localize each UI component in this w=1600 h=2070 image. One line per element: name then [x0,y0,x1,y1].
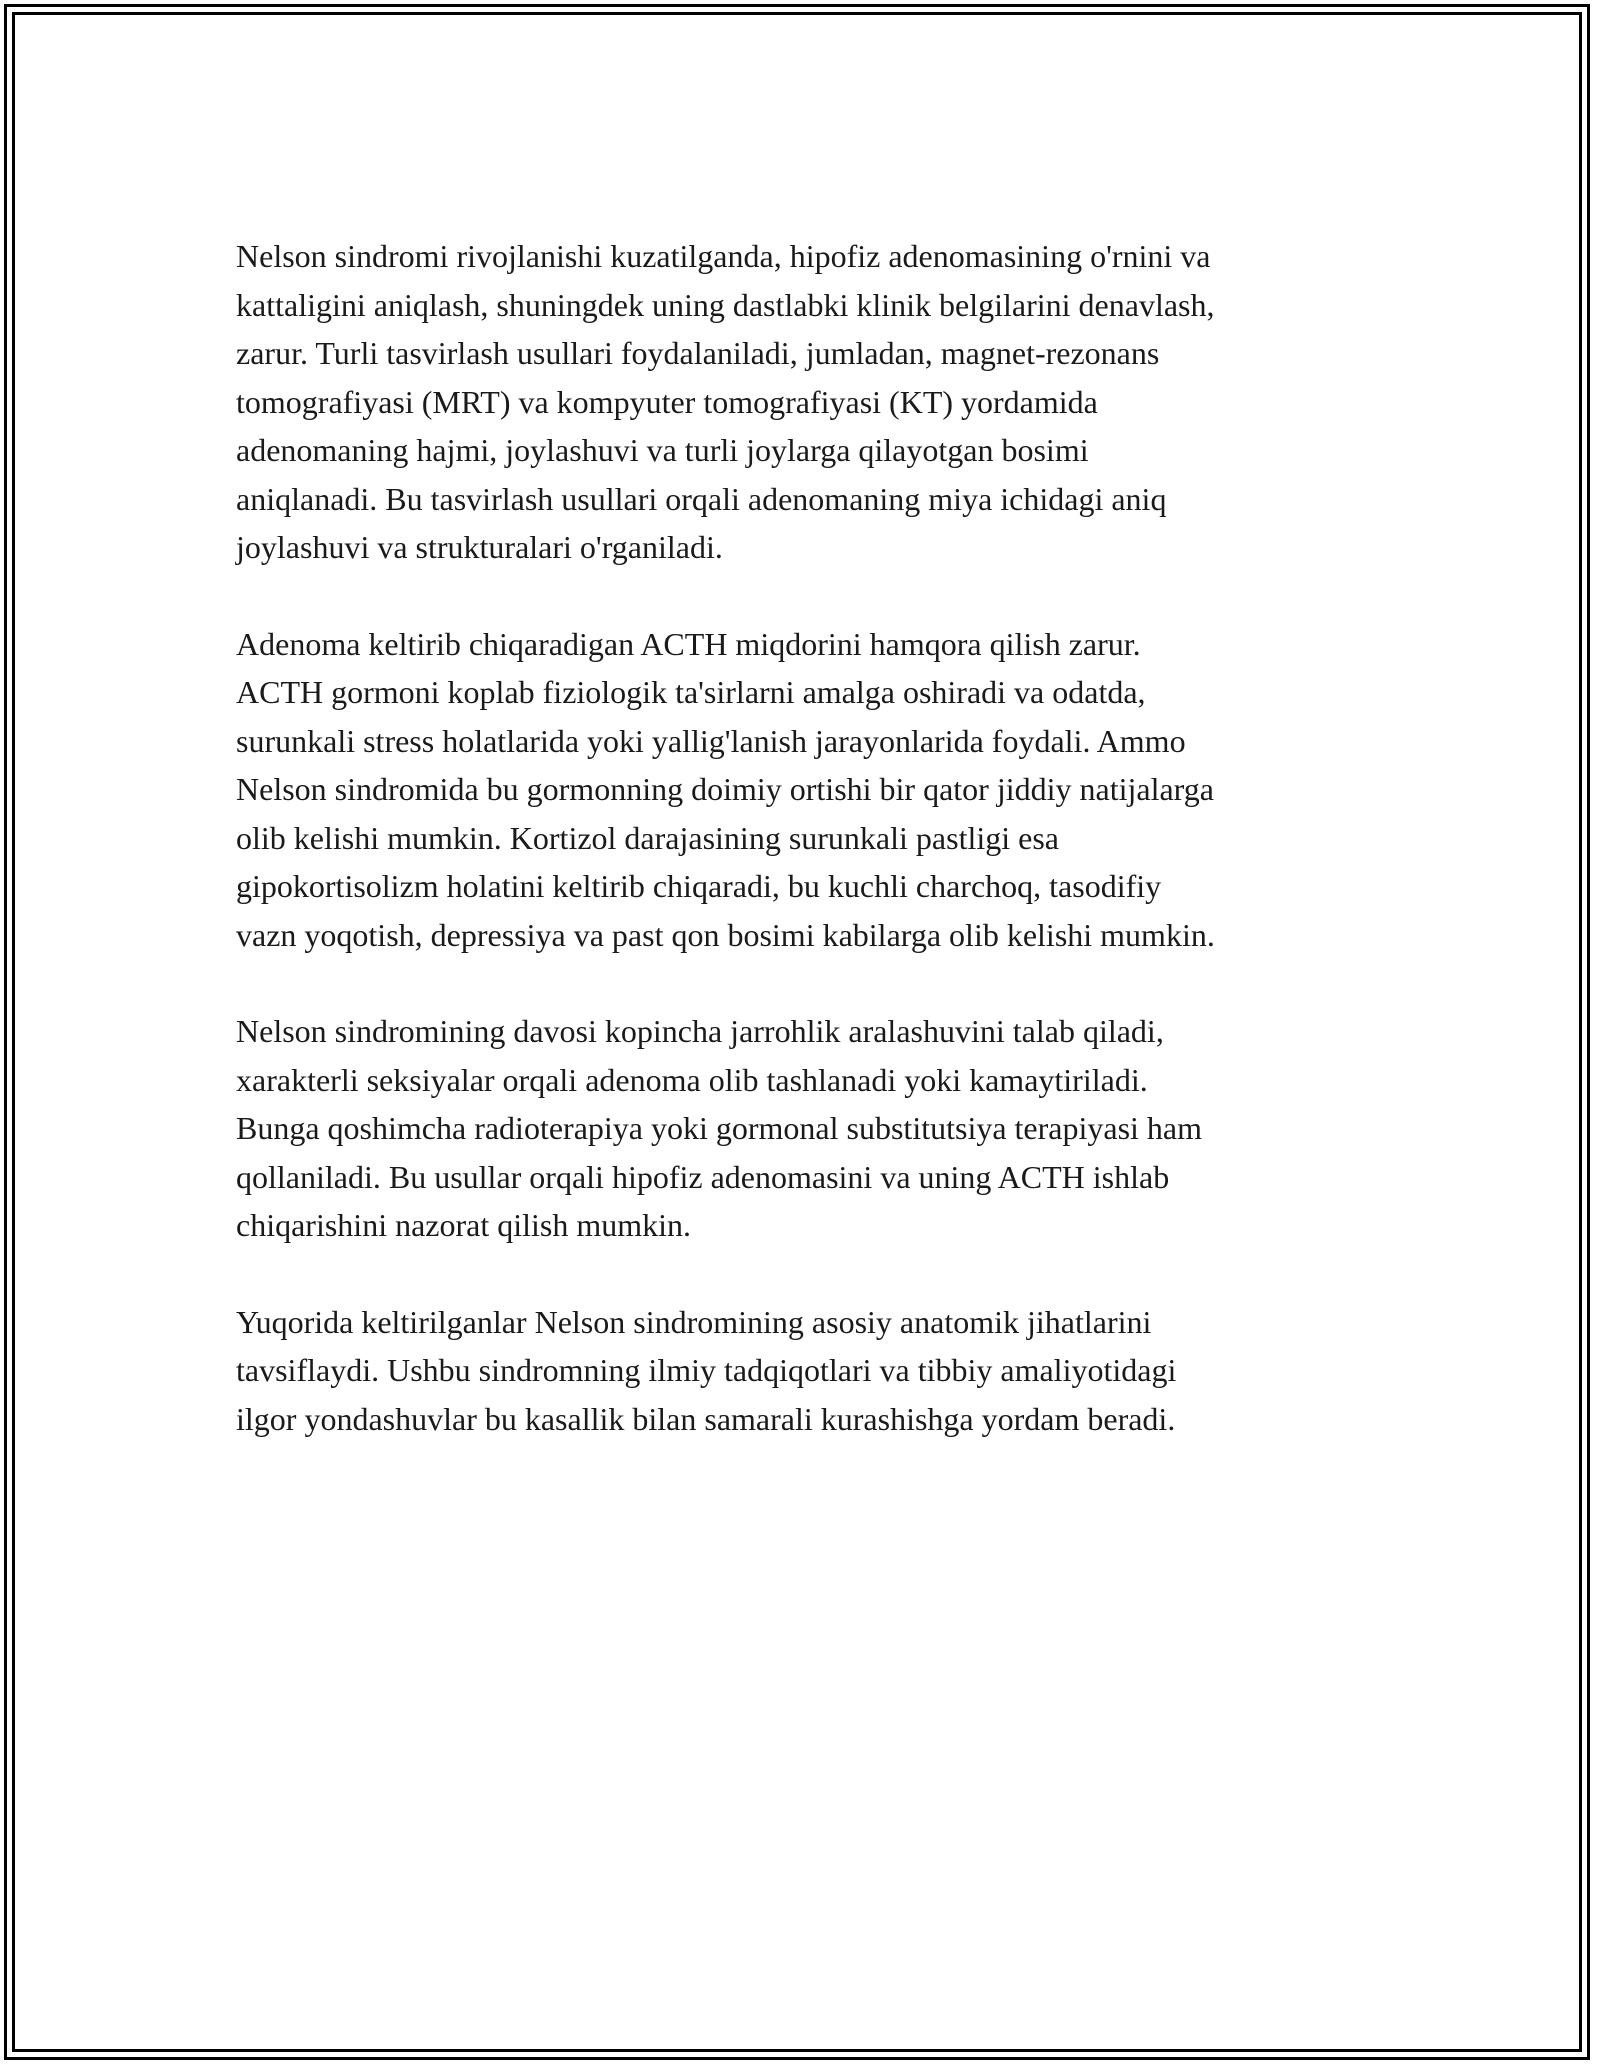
text-line: Yuqorida keltirilganlar Nelson sindromining asosiy anatomik jihatlarini [236,1303,1152,1340]
text-line: zarur. Turli tasvirlash usullari foydalaniladi, jumladan, magnet-rezonans [236,335,1160,371]
text-line: tomografiyasi (MRT) va kompyuter tomografiyasi (KT) yordamida [236,383,1098,420]
text-line: Adenoma keltirib chiqaradigan ACTH miqdorini hamqora qilish zarur. [236,625,1141,662]
paragraph-imaging [236,232,1376,572]
text-line: Nelson sindromining davosi kopincha jarrohlik aralashuvini talab qiladi, [236,1013,1164,1049]
text-line: joylashuvi va strukturalari o'rganiladi. [236,529,723,565]
text-line: vazn yoqotish, depressiya va past qon bosimi kabilarga olib kelishi mumkin. [236,916,1215,953]
text-line: Nelson sindromida bu gormonning doimiy ortishi bir qator jiddiy natijalarga [236,771,1214,807]
paragraph-conclusion [236,1298,1376,1444]
text-line: aniqlanadi. Bu tasvirlash usullari orqali adenomaning miya ichidagi aniq [236,480,1167,517]
paragraph-acth [236,620,1376,960]
text-line: tavsiflaydi. Ushbu sindromning ilmiy tadqiqotlari va tibbiy amaliyotidagi [236,1352,1177,1388]
text-line: Bunga qoshimcha radioterapiya yoki gormonal substitutsiya terapiyasi ham [236,1110,1203,1146]
text-line: olib kelishi mumkin. Kortizol darajasining surunkali pastligi esa [236,819,1059,856]
text-line: gipokortisolizm holatini keltirib chiqaradi, bu kuchli charchoq, tasodifiy [236,868,1162,904]
text-line: kattaligini aniqlash, shuningdek uning dastlabki klinik belgilarini denavlash, [236,286,1215,323]
text-line: chiqarishini nazorat qilish mumkin. [236,1207,692,1243]
text-line: qollaniladi. Bu usullar orqali hipofiz adenomasini va uning ACTH ishlab [236,1158,1170,1195]
paragraph-treatment [236,1007,1376,1250]
text-line: xarakterli seksiyalar orqali adenoma olib tashlanadi yoki kamaytiriladi. [236,1061,1148,1098]
text-line: ACTH gormoni koplab fiziologik ta'sirlarni amalga oshiradi va odatda, [236,674,1146,710]
text-line: adenomaning hajmi, joylashuvi va turli joylarga qilayotgan bosimi [236,432,1089,468]
document-body [236,232,1376,1491]
text-line: ilgor yondashuvlar bu kasallik bilan samarali kurashishga yordam beradi. [236,1400,1176,1437]
text-line: Nelson sindromi rivojlanishi kuzatilganda, hipofiz adenomasining o'rnini va [236,238,1211,274]
text-line: surunkali stress holatlarida yoki yallig'lanish jarayonlarida foydali. Ammo [236,722,1186,759]
